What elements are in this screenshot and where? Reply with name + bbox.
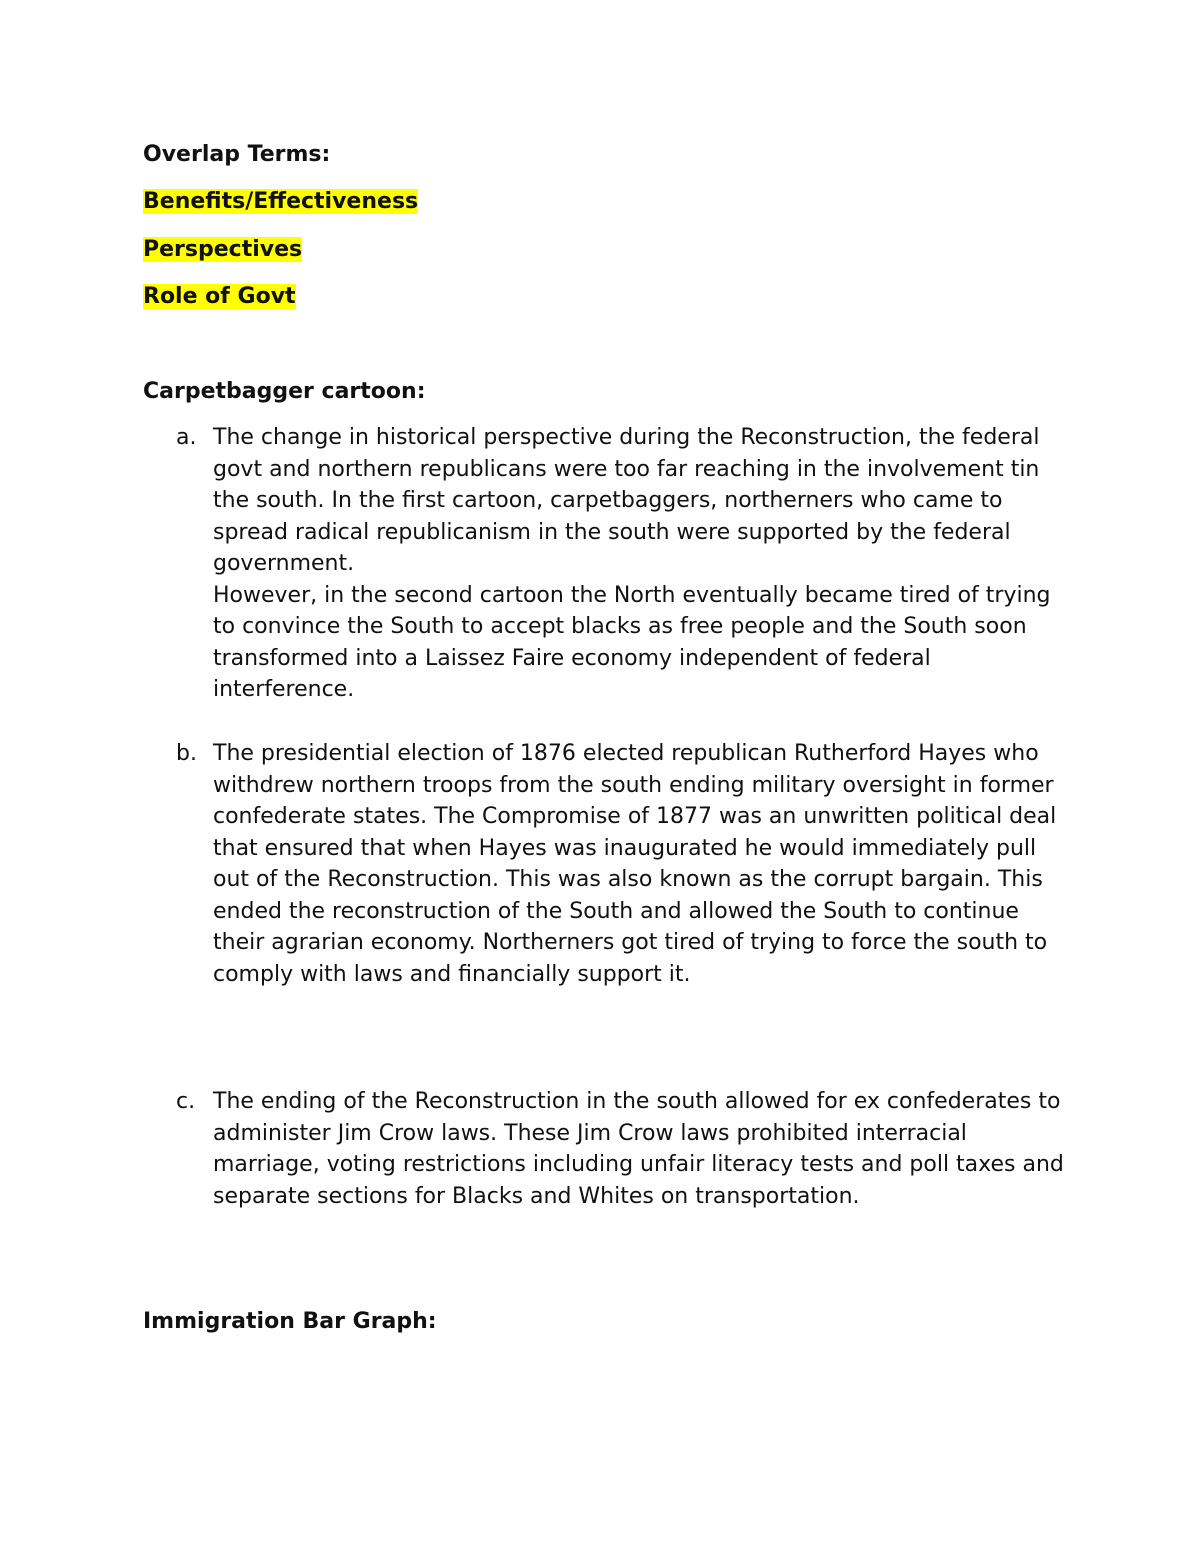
list-marker: b.	[176, 741, 197, 766]
paragraph: However, in the second cartoon the North eventually became tired of trying to convince the South to accept blacks as free people and the South soon transformed into a Laissez Faire economy independent of federal interference.	[213, 582, 1051, 702]
paragraph: The change in historical perspective during the Reconstruction, the federal govt and northern republicans were too far reaching in the involvement tin the south. In the first cartoon, carpetbaggers, northerners who came to spread radical republicanism in the south were supported by the federal government.	[213, 425, 1040, 576]
immigration-bar-graph-heading: Immigration Bar Graph:	[143, 1309, 437, 1334]
list-item-b	[143, 738, 1073, 990]
list-item-a	[143, 422, 1073, 706]
overlap-term-benefits	[143, 187, 418, 217]
paragraph: The ending of the Reconstruction in the south allowed for ex confederates to administer Jim Crow laws. These Jim Crow laws prohibited interracial marriage, voting restrictions including unfair literacy tests and poll taxes and separate sections for Blacks and Whites on transportation.	[213, 1089, 1064, 1209]
list-item-body	[213, 422, 1073, 706]
list-marker: c.	[176, 1089, 196, 1114]
list-item-body	[213, 1086, 1073, 1212]
overlap-term-perspectives	[143, 235, 302, 265]
list-item-body	[213, 738, 1073, 990]
list-item-c	[143, 1086, 1073, 1212]
highlighted-term: Perspectives	[143, 237, 303, 262]
overlap-term-role-of-govt	[143, 282, 296, 312]
highlighted-term: Benefits/Effectiveness	[143, 189, 419, 214]
highlighted-term: Role of Govt	[143, 284, 296, 309]
paragraph: The presidential election of 1876 elected republican Rutherford Hayes who withdrew northern troops from the south ending military oversight in former confederate states. The Compromise of 1877 was an unwritten political deal that ensured that when Hayes was inaugurated he would immediately pull out of the Reconstruction. This was also known as the corrupt bargain. This ended the reconstruction of the South and allowed the South to continue their agrarian economy. Northerners got tired of trying to force the south to comply with laws and financially support it.	[213, 741, 1057, 987]
list-marker: a.	[176, 425, 197, 450]
carpetbagger-cartoon-heading: Carpetbagger cartoon:	[143, 379, 426, 404]
overlap-terms-heading: Overlap Terms:	[143, 142, 331, 167]
